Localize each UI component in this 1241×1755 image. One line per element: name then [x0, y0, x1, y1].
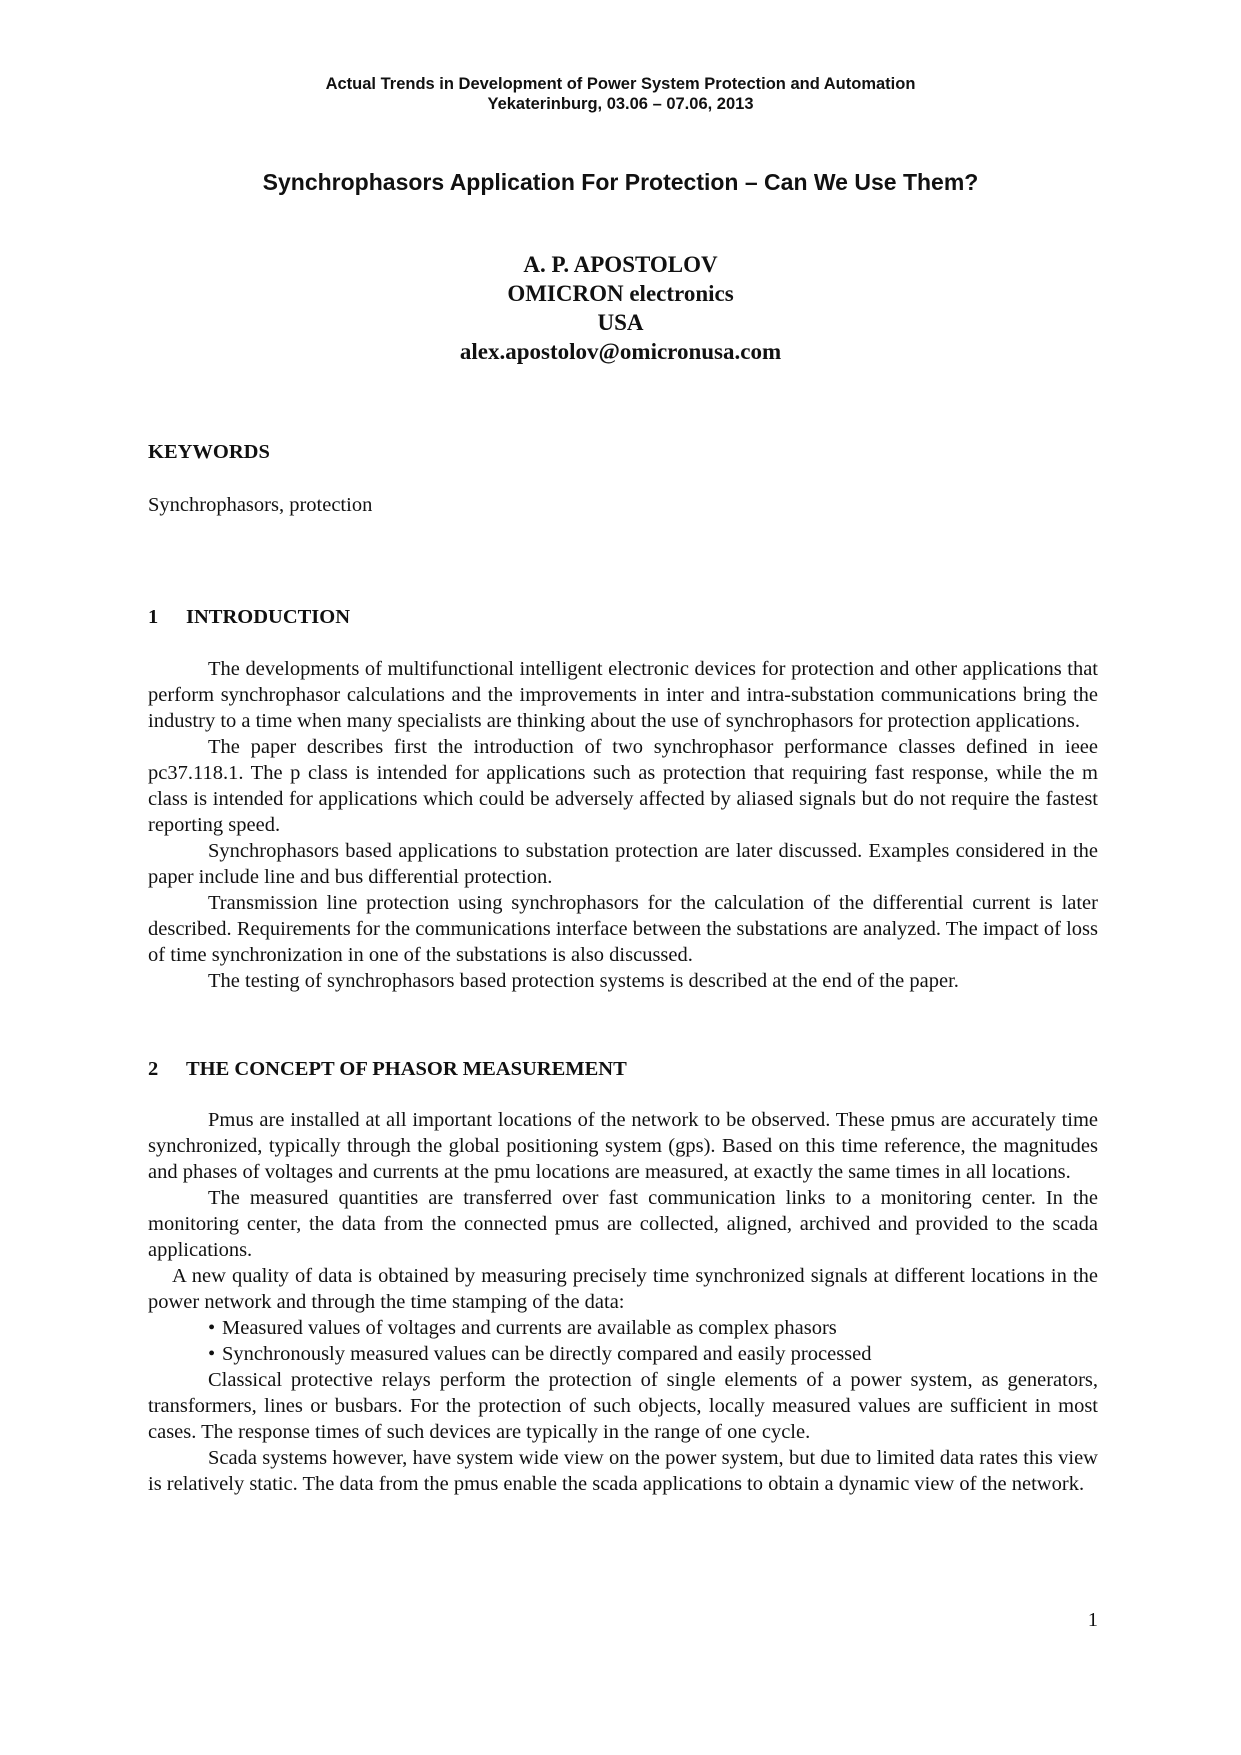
section-2-paragraph: A new quality of data is obtained by measuring precisely time synchronized signals at different locations in the power network and through the time stamping of the data: — [148, 1265, 1098, 1313]
keywords-text: Synchrophasors, protection — [148, 494, 373, 516]
section-2-paragraph: Scada systems however, have system wide view on the power system, but due to limited data rates this view is relatively static. The data from the pmus enable the scada applications to obtain a dynamic view of the network. — [148, 1447, 1098, 1495]
section-1-title: INTRODUCTION — [186, 606, 351, 628]
conference-line-2: Yekaterinburg, 03.06 – 07.06, 2013 — [487, 95, 754, 113]
section-1-paragraph: Transmission line protection using synchrophasors for the calculation of the differential current is later described. Requirements for the communications interface between the substations are analyzed. The impact of loss of time synchronization in one of the substations is also discussed. — [148, 892, 1098, 966]
bullet-icon: • — [208, 1343, 216, 1365]
section-2-body — [148, 1107, 1098, 1497]
bullet-text: Synchronously measured values can be directly compared and easily processed — [222, 1343, 872, 1365]
section-1-number: 1 — [148, 606, 159, 628]
keywords-body — [148, 492, 1098, 518]
section-1-heading-wrap — [148, 604, 1098, 630]
section-2-heading-wrap — [148, 1056, 1098, 1082]
page-number: 1 — [1087, 1609, 1098, 1631]
section-2-paragraph: Classical protective relays perform the protection of single elements of a power system, as generators, transformers, lines or busbars. For the protection of such objects, locally measured values are sufficient in most cases. The response times of such devices are typically in the range of one cycle. — [148, 1369, 1098, 1443]
paper-title: Synchrophasors Application For Protection – Can We Use Them? — [262, 169, 979, 195]
bullet-icon: • — [208, 1317, 216, 1339]
bullet-text: Measured values of voltages and currents are available as complex phasors — [222, 1317, 837, 1339]
keywords-heading: KEYWORDS — [148, 441, 270, 463]
section-2-heading — [148, 1056, 1098, 1082]
section-2-number: 2 — [148, 1058, 159, 1080]
conference-header — [0, 74, 1241, 114]
section-2-title: THE CONCEPT OF PHASOR MEASUREMENT — [186, 1058, 627, 1080]
bullet-item — [148, 1341, 1098, 1367]
section-2-paragraph: Pmus are installed at all important locations of the network to be observed. These pmus are accurately time synchronized, typically through the global positioning system (gps). Based on this time reference, the magnitudes and phases of voltages and currents at the pmu locations are measured, at exactly the same times in all locations. — [148, 1109, 1098, 1183]
section-1-paragraph: The developments of multifunctional intelligent electronic devices for protection and other applications that perform synchrophasor calculations and the improvements in inter and intra-substation communications bring the industry to a time when many specialists are thinking about the use of synchrophasors for protection applications. — [148, 658, 1098, 732]
keywords-section — [148, 439, 1098, 465]
section-1-heading — [148, 604, 1098, 630]
section-1-paragraph: The paper describes first the introduction of two synchrophasor performance classes defined in ieee pc37.118.1. The p class is intended for applications such as protection that requiring fast response, while the m class is intended for applications which could be adversely affected by aliased signals but do not require the fastest reporting speed. — [148, 736, 1098, 836]
bullet-item — [148, 1315, 1098, 1341]
author-block — [0, 250, 1241, 366]
author-name: A. P. APOSTOLOV — [523, 252, 718, 277]
section-1-body — [148, 656, 1098, 994]
author-country: USA — [597, 310, 644, 335]
conference-line-1: Actual Trends in Development of Power System Protection and Automation — [325, 75, 916, 93]
author-email: alex.apostolov@omicronusa.com — [459, 339, 782, 364]
author-organization: OMICRON electronics — [507, 281, 734, 306]
section-1-paragraph: The testing of synchrophasors based protection systems is described at the end of the paper. — [208, 970, 959, 992]
section-2-paragraph: The measured quantities are transferred over fast communication links to a monitoring center. In the monitoring center, the data from the connected pmus are collected, aligned, archived and provided to the scada applications. — [148, 1187, 1098, 1261]
section-1-paragraph: Synchrophasors based applications to substation protection are later discussed. Examples considered in the paper include line and bus differential protection. — [148, 840, 1098, 888]
